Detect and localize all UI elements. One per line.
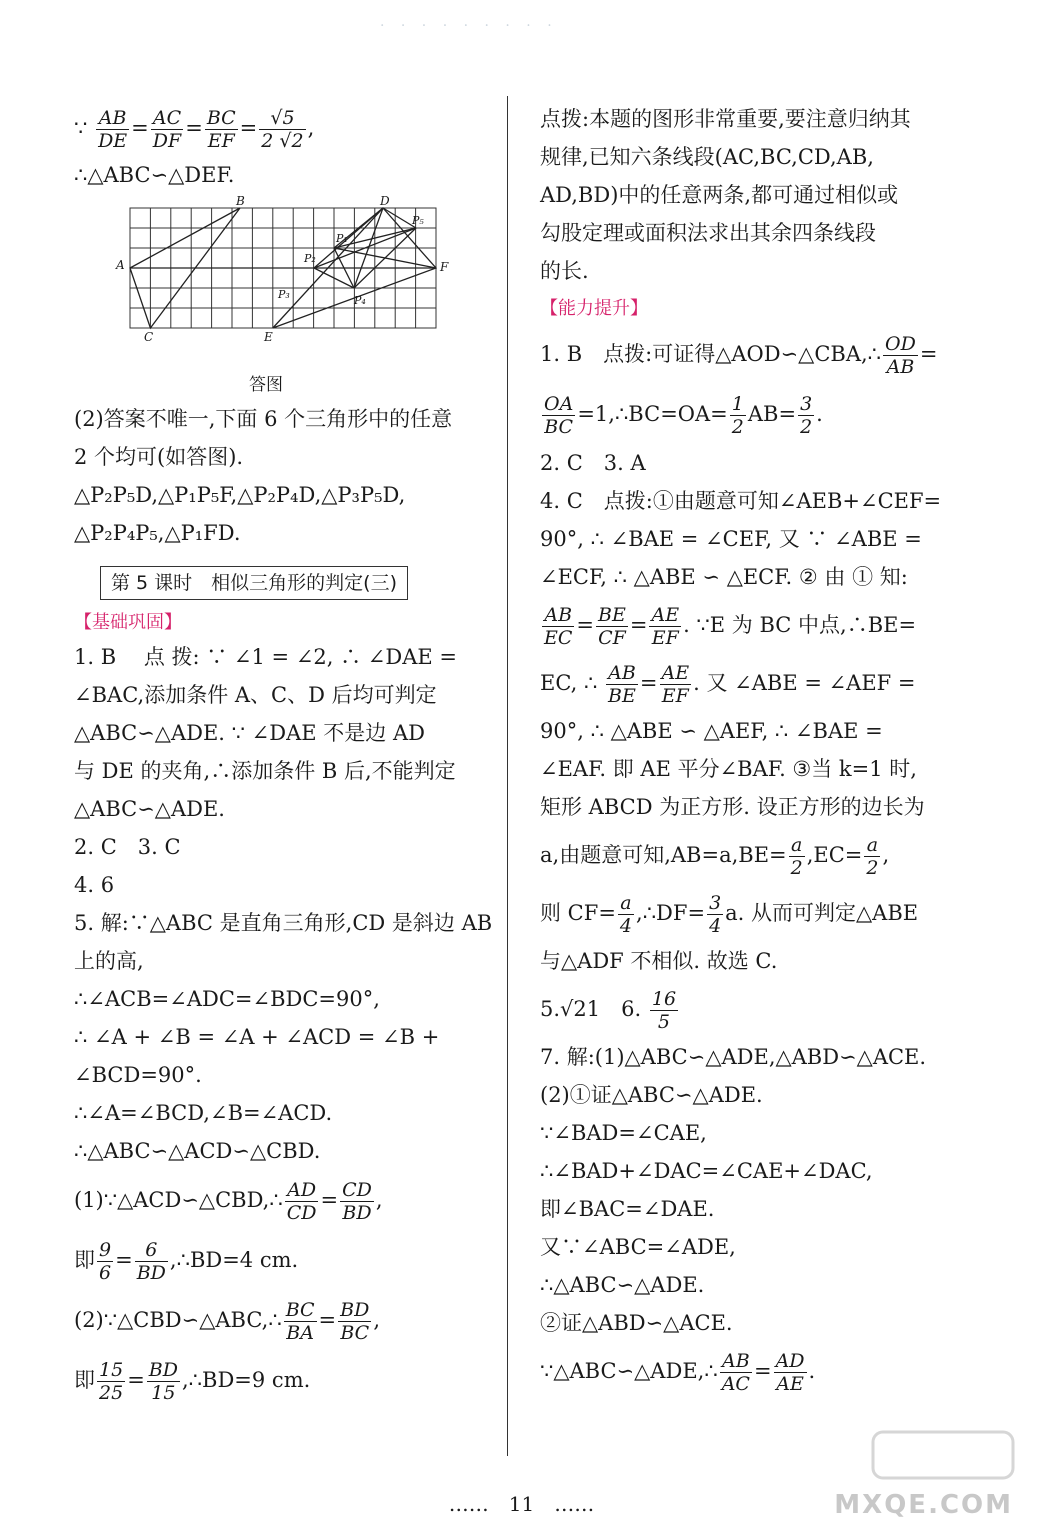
fraction: $\frac{6}{BD}$ [136,1239,166,1284]
grid-diagram [118,200,448,350]
lesson-title: 第 5 课时 相似三角形的判定(三) [100,566,408,600]
top-decoration: · · · · · · · · · [380,18,558,34]
text-line: ∴∠ACB=∠ADC=∠BDC=90°, [74,987,380,1011]
fraction: $\frac{BC}{BA}$ [285,1299,315,1344]
left-column [74,100,498,1410]
answer-figure [116,194,449,370]
ratio-line: (2)∵△CBD∽△ABC,∴ $\frac{BC}{BA}$ = $\frac{BD}{BC}$ , [74,1299,381,1344]
ratio-line: 则 CF= $\frac{a}{4}$ ,∴DF= $\frac{3}{4}$ a. 从而可判定△ABE [540,892,919,937]
fraction: $\frac{CD}{BD}$ [342,1179,372,1224]
text-line: △ABC∽△ADE. ∵ ∠DAE 不是边 AD [74,721,425,745]
text-line: 4. C 点拨:①由题意可知∠AEB+∠CEF= [540,489,942,513]
point-label-P4: P₄ [354,294,366,307]
text-line: 2. C 3. A [540,451,646,475]
point-label-C: C [144,330,154,344]
fraction: $\frac{OD}{AB}$ [885,333,916,378]
text-line: ∴∠A=∠BCD,∠B=∠ACD. [74,1101,333,1125]
ratio-line: ∵ $\frac{AB}{DE}$ = $\frac{AC}{DF}$ = $\frac{BC}{EF}$ = $\frac{√5}{2 √2}$ , [74,107,315,152]
fraction: $\frac{1}{2}$ [731,393,744,438]
fraction: $\frac{BC}{EF}$ [206,107,236,152]
text-line: 矩形 ABCD 为正方形. 设正方形的边长为 [540,795,925,819]
text-line: ∴△ABC∽△DEF. [74,163,235,187]
column-divider [507,96,508,1456]
text-line: ∴ ∠A + ∠B = ∠A + ∠ACD = ∠B + [74,1025,440,1049]
fraction: $\frac{AC}{DF}$ [152,107,182,152]
text-line: 2. C 3. C [74,835,181,859]
text-line: (2)①证△ABC∽△ADE. [540,1083,763,1107]
text-line: 5. 解:∵△ABC 是直角三角形,CD 是斜边 AB [74,911,493,935]
right-column [540,100,965,1400]
text-line: 2 个均可(如答图). [74,445,244,469]
fraction: $\frac{a}{2}$ [866,834,879,879]
fraction: $\frac{AD}{CD}$ [286,1179,317,1224]
fraction: $\frac{BD}{BC}$ [340,1299,370,1344]
point-label-P5: P₅ [412,214,424,227]
fraction: $\frac{AD}{AE}$ [775,1350,805,1395]
fraction: $\frac{3}{2}$ [800,393,813,438]
page-number: …… 11 …… [448,1492,595,1516]
fraction: $\frac{√5}{2 √2}$ [261,107,304,152]
watermark-text: MXQE.COM [834,1490,1013,1520]
text-line: 90°, ∴ ∠BAE = ∠CEF, 又 ∵ ∠ABE = [540,527,922,551]
fraction: $\frac{BE}{CF}$ [598,604,626,649]
ratio-line: $\frac{AB}{EC}$ = $\frac{BE}{CF}$ = $\frac{AE}{EF}$ . ∵E 为 BC 中点,∴BE= [544,604,917,649]
text-line: ∴△ABC∽△ACD∽△CBD. [74,1139,321,1163]
text-line: 点拨:本题的图形非常重要,要注意归纳其 [540,107,911,131]
ratio-line: 即 $\frac{15}{25}$ = $\frac{BD}{15}$ ,∴BD=9 cm. [74,1359,311,1404]
fraction: $\frac{15}{25}$ [99,1359,124,1404]
text-line: ∠EAF. 即 AE 平分∠BAF. ③当 k=1 时, [540,757,917,781]
text-line: ∴△ABC∽△ADE. [540,1273,705,1297]
text-line: 7. 解:(1)△ABC∽△ADE,△ABD∽△ACE. [540,1045,927,1069]
ratio-line: 即 $\frac{9}{6}$ = $\frac{6}{BD}$ ,∴BD=4 cm. [74,1239,299,1284]
point-label-E: E [264,330,273,344]
fraction: $\frac{a}{2}$ [790,834,803,879]
text-line: 与 DE 的夹角,∴添加条件 B 后,不能判定 [74,759,456,783]
point-label-B: B [236,194,245,208]
fraction: $\frac{AB}{EC}$ [544,604,573,649]
ratio-line: 1. B 点拨:可证得△AOD∽△CBA,∴ $\frac{OD}{AB}$ = [540,333,938,378]
point-label-D: D [380,194,390,208]
point-label-P2: P₂ [304,252,316,265]
fraction: $\frac{BD}{15}$ [148,1359,178,1404]
ratio-line: ∵△ABC∽△ADE,∴ $\frac{AB}{AC}$ = $\frac{AD}{AE}$ . [540,1350,816,1395]
text-line: △ABC∽△ADE. [74,797,225,821]
ratio-line: a,由题意可知,AB=a,BE= $\frac{a}{2}$ ,EC= $\frac{a}{2}$ , [540,834,890,879]
text-line: (2)答案不唯一,下面 6 个三角形中的任意 [74,407,453,431]
text-line: ∵∠BAD=∠CAE, [540,1121,707,1145]
text-line: 勾股定理或面积法求出其余四条线段 [540,221,876,245]
fraction: $\frac{AE}{EF}$ [651,604,680,649]
text-line: ②证△ABD∽△ACE. [540,1311,733,1335]
fraction: $\frac{3}{4}$ [709,892,722,937]
point-label-A: A [116,258,125,272]
section-tag-ability: 【能力提升】 [540,298,648,319]
text-line: ∴∠BAD+∠DAC=∠CAE+∠DAC, [540,1159,873,1183]
ratio-line: EC, ∴ $\frac{AB}{BE}$ = $\frac{AE}{EF}$ . 又 ∠ABE = ∠AEF = [540,662,916,707]
fraction: $\frac{AB}{DE}$ [98,107,128,152]
fraction: $\frac{16}{5}$ [651,988,677,1033]
text-line: △P₂P₄P₅,△P₁FD. [74,521,241,545]
point-label-P1: P₁ [336,232,348,245]
text-line: 1. B 点 拨: ∵ ∠1 = ∠2, ∴ ∠DAE = [74,645,458,669]
text-line: ∠BCD=90°. [74,1063,202,1087]
text-line: ∠BAC,添加条件 A、C、D 后均可判定 [74,683,437,707]
fraction: $\frac{AE}{EF}$ [661,662,690,707]
figure-caption: 答图 [249,375,283,395]
fraction: $\frac{OA}{BC}$ [544,393,574,438]
text-line: 4. 6 [74,873,115,897]
text-line: △P₂P₅D,△P₁P₅F,△P₂P₄D,△P₃P₅D, [74,483,406,507]
text-line: ∠ECF, ∴ △ABE ∽ △ECF. ② 由 ① 知: [540,565,908,589]
fraction: $\frac{a}{4}$ [619,892,633,937]
ratio-line: (1)∵△ACD∽△CBD,∴ $\frac{AD}{CD}$ = $\frac{CD}{BD}$ , [74,1179,383,1224]
point-label-F: F [440,260,449,274]
section-tag-basic: 【基础巩固】 [74,612,182,633]
text-line: 规律,已知六条线段(AC,BC,CD,AB, [540,145,874,169]
fraction: $\frac{9}{6}$ [99,1239,112,1284]
fraction: $\frac{AB}{BE}$ [608,662,636,707]
text-line: 又∵∠ABC=∠ADE, [540,1235,736,1259]
text-line: 上的高, [74,949,144,973]
text-line: 的长. [540,259,589,283]
ratio-line: $\frac{OA}{BC}$ =1,∴BC=OA= $\frac{1}{2}$ AB= $\frac{3}{2}$ . [544,393,823,438]
text-line: 与△ADF 不相似. 故选 C. [540,949,778,973]
text-line: AD,BD)中的任意两条,都可通过相似或 [540,183,899,207]
text-line: 即∠BAC=∠DAE. [540,1197,715,1221]
ratio-line: 5.√21 6. $\frac{16}{5}$ [540,988,677,1033]
fraction: $\frac{AB}{AC}$ [721,1350,750,1395]
point-label-P3: P₃ [278,288,290,301]
text-line: 90°, ∴ △ABE ∽ △AEF, ∴ ∠BAE = [540,719,883,743]
